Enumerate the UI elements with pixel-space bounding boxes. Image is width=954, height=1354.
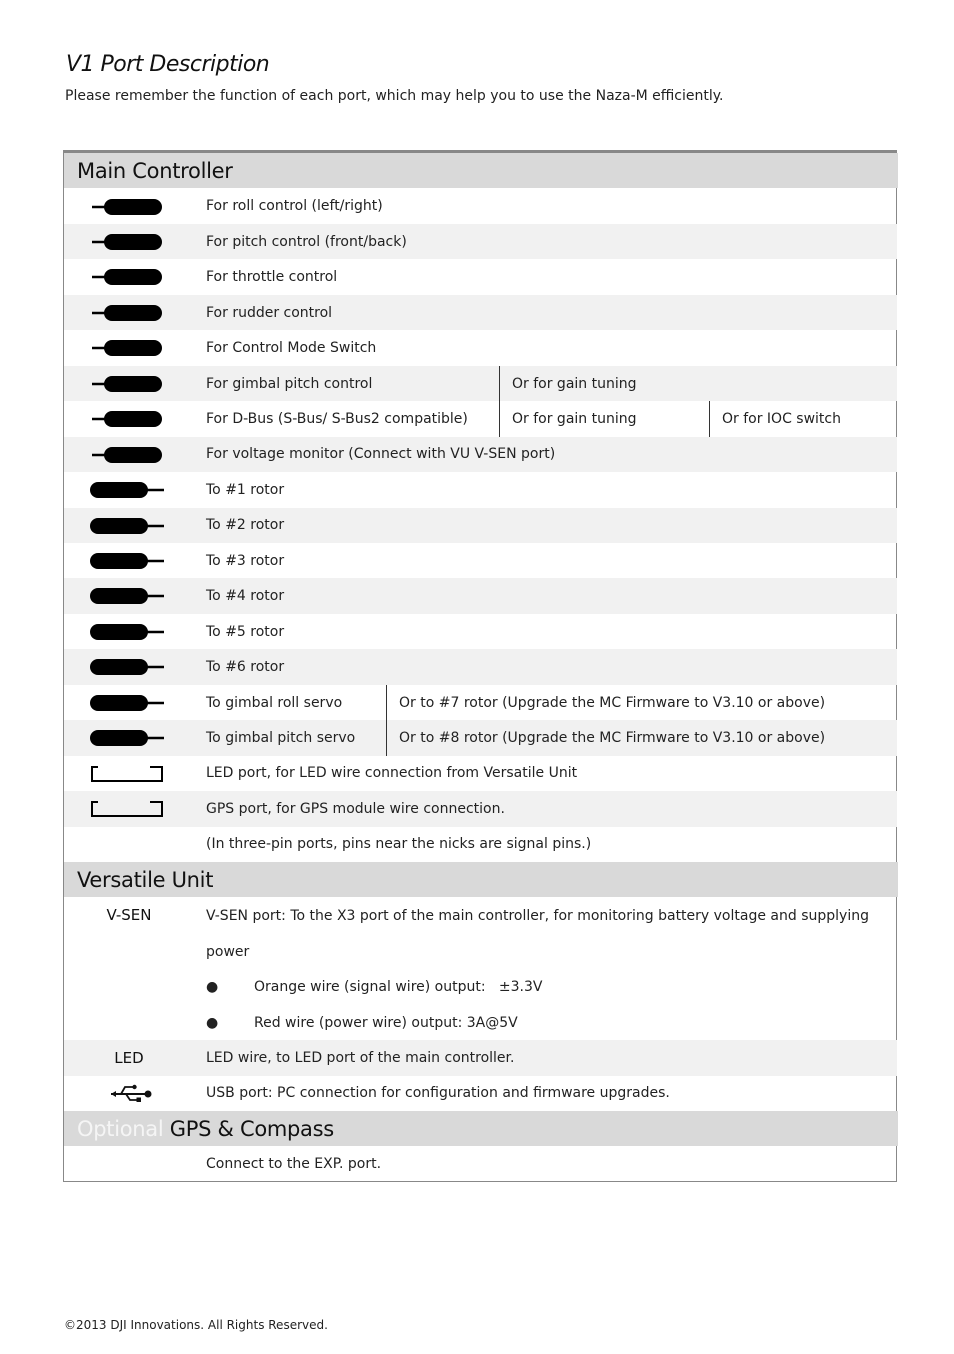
main-controller-row — [64, 543, 897, 579]
port-description: To #2 rotor — [206, 517, 285, 534]
column-divider — [499, 401, 500, 437]
column-divider — [386, 720, 387, 756]
main-controller-row — [64, 827, 897, 863]
output-connector-icon — [90, 720, 166, 756]
column-divider — [386, 685, 387, 721]
port-description: To #5 rotor — [206, 623, 285, 640]
main-controller-row — [64, 614, 897, 650]
main-controller-row — [64, 224, 897, 260]
port-description: For Control Mode Switch — [206, 340, 377, 357]
output-connector-icon — [90, 578, 166, 614]
port-description: For D-Bus (S-Bus/ S-Bus2 compatible) — [206, 410, 468, 427]
bullet-dot: ● — [206, 979, 219, 995]
usb-description: USB port: PC connection for configuration and firmware upgrades. — [206, 1085, 670, 1102]
output-connector-icon — [90, 614, 166, 650]
input-connector-icon — [90, 189, 166, 225]
main-controller-row — [64, 720, 897, 756]
intro-text: Please remember the function of each port, which may help you to use the Naza-M efficiently. — [65, 88, 724, 104]
port-outline-icon — [90, 791, 166, 827]
gps-compass-heading — [64, 1111, 898, 1146]
port-description: For gimbal pitch control — [206, 375, 373, 392]
versatile-unit-heading: Versatile Unit — [64, 862, 898, 897]
port-alt-description: Or to #8 rotor (Upgrade the MC Firmware to V3.10 or above) — [399, 730, 826, 746]
output-connector-icon — [90, 649, 166, 685]
vsen-label: V-SEN — [106, 906, 152, 924]
usb-icon — [109, 1084, 153, 1108]
port-description: For voltage monitor (Connect with VU V-SEN port) — [206, 446, 556, 463]
input-connector-icon — [90, 295, 166, 331]
port-description: For rudder control — [206, 304, 333, 321]
gps-row — [64, 1146, 897, 1182]
main-controller-row — [64, 259, 897, 295]
main-controller-row — [64, 330, 897, 366]
port-description: To #1 rotor — [206, 481, 285, 498]
main-controller-heading: Main Controller — [64, 153, 898, 188]
port-description: To #3 rotor — [206, 552, 285, 569]
port-description: For pitch control (front/back) — [206, 233, 407, 250]
column-divider — [709, 401, 710, 437]
input-connector-icon — [90, 366, 166, 402]
usb-row — [64, 1076, 897, 1112]
orange-wire-bullet: Orange wire (signal wire) output: ±3.3V — [254, 979, 543, 995]
port-outline-icon — [90, 756, 166, 792]
led-description: LED wire, to LED port of the main controller. — [206, 1049, 515, 1066]
main-controller-row — [64, 578, 897, 614]
main-controller-row — [64, 649, 897, 685]
port-description: To gimbal pitch servo — [206, 730, 356, 746]
main-controller-row — [64, 401, 897, 437]
main-controller-row — [64, 791, 897, 827]
input-connector-icon — [90, 401, 166, 437]
main-controller-row — [64, 472, 897, 508]
port-description: To #4 rotor — [206, 588, 285, 605]
gps-compass-title: GPS & Compass — [163, 1117, 334, 1141]
input-connector-icon — [90, 259, 166, 295]
main-controller-row — [64, 366, 897, 402]
port-alt-description: Or for gain tuning — [512, 375, 637, 392]
output-connector-icon — [90, 685, 166, 721]
bullet-dot: ● — [206, 1015, 219, 1031]
port-alt-description: Or to #7 rotor (Upgrade the MC Firmware to V3.10 or above) — [399, 694, 826, 711]
main-controller-row — [64, 437, 897, 473]
port-description: For throttle control — [206, 269, 338, 286]
page-title: V1 Port Description — [66, 52, 270, 77]
optional-label: Optional — [77, 1117, 164, 1141]
led-label: LED — [114, 1049, 144, 1067]
port-description: For roll control (left/right) — [206, 198, 383, 215]
port-alt-description-2: Or for IOC switch — [722, 410, 841, 427]
led-row — [64, 1040, 897, 1076]
gps-description: Connect to the EXP. port. — [206, 1155, 382, 1172]
output-connector-icon — [90, 508, 166, 544]
main-controller-row — [64, 685, 897, 721]
port-description: LED port, for LED wire connection from Versatile Unit — [206, 765, 578, 782]
input-connector-icon — [90, 437, 166, 473]
main-controller-row — [64, 295, 897, 331]
main-controller-row — [64, 189, 897, 225]
vsen-description: V-SEN port: To the X3 port of the main controller, for monitoring battery voltage and supplying — [206, 908, 869, 924]
column-divider — [499, 366, 500, 402]
main-controller-row — [64, 508, 897, 544]
input-connector-icon — [90, 330, 166, 366]
vsen-description-cont: power — [206, 944, 250, 960]
vsen-row — [64, 898, 897, 1040]
port-alt-description: Or for gain tuning — [512, 410, 637, 427]
copyright-footer: ©2013 DJI Innovations. All Rights Reserved. — [64, 1318, 328, 1332]
output-connector-icon — [90, 472, 166, 508]
output-connector-icon — [90, 543, 166, 579]
input-connector-icon — [90, 224, 166, 260]
main-controller-row — [64, 756, 897, 792]
port-description: (In three-pin ports, pins near the nicks are signal pins.) — [206, 836, 592, 853]
red-wire-bullet: Red wire (power wire) output: 3A@5V — [254, 1015, 518, 1031]
port-description: To gimbal roll servo — [206, 694, 343, 711]
port-description: To #6 rotor — [206, 659, 285, 676]
port-description: GPS port, for GPS module wire connection. — [206, 800, 505, 817]
